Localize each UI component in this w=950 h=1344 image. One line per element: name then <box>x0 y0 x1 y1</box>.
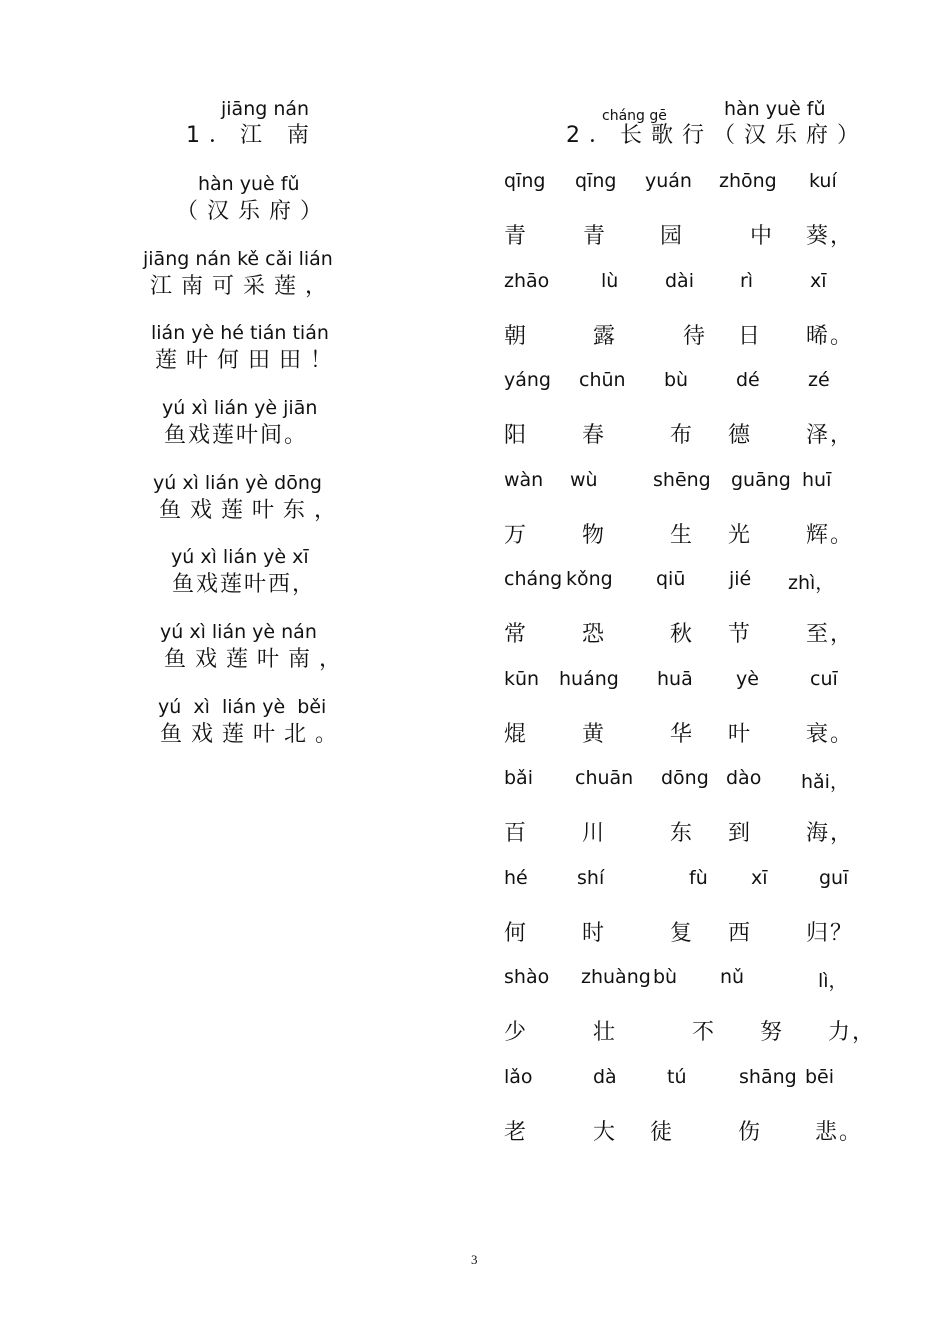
poem2-source-pinyin: hàn yuè fǔ <box>724 98 826 120</box>
poem2-character: 露 <box>593 324 618 349</box>
poem2-character: 归？ <box>806 921 855 946</box>
poem2-pinyin-syllable: zhōng <box>719 170 777 192</box>
poem2-character: 力， <box>828 1020 877 1045</box>
poem2-character: 到 <box>728 821 753 846</box>
poem2-pinyin-syllable: yáng <box>504 369 551 391</box>
poem2-character: 复 <box>670 921 695 946</box>
poem2-character: 时 <box>582 921 607 946</box>
poem2-pinyin-syllable: lì， <box>818 970 848 992</box>
poem2-pinyin-syllable: nǔ <box>720 966 745 988</box>
poem2-character: 青 <box>504 224 529 249</box>
poem2-pinyin-syllable: yuán <box>645 170 692 192</box>
poem2-character: 常 <box>504 622 529 647</box>
poem2-character: 日 <box>738 324 763 349</box>
poem2-pinyin-syllable: dà <box>593 1066 617 1088</box>
poem2-pinyin-syllable: kuí <box>809 170 837 192</box>
poem2-character: 西 <box>728 921 753 946</box>
poem2-pinyin-syllable: hé <box>504 867 528 889</box>
poem2-pinyin-syllable: yè <box>736 668 759 690</box>
poem1-line-pinyin: yú xì lián yè xī <box>171 546 309 568</box>
poem1-line: 江南可采莲， <box>150 274 337 299</box>
poem1-line: 鱼戏莲叶南， <box>164 647 351 672</box>
poem2-character: 何 <box>504 921 529 946</box>
poem2-character: 海， <box>806 821 855 846</box>
poem2-pinyin-syllable: bēi <box>805 1066 835 1088</box>
poem2-character: 布 <box>670 423 695 448</box>
poem2-character: 万 <box>504 523 529 548</box>
poem1-title: 1．江 南 <box>186 123 318 148</box>
poem2-pinyin-syllable: chuān <box>575 767 634 789</box>
poem2-character: 葵， <box>806 224 855 249</box>
poem2-pinyin-syllable: bù <box>653 966 678 988</box>
poem2-character: 川 <box>582 821 607 846</box>
poem2-pinyin-syllable: bù <box>664 369 689 391</box>
poem2-character: 生 <box>670 523 695 548</box>
poem2-pinyin-syllable: wù <box>570 469 598 491</box>
poem2-pinyin-syllable: lǎo <box>504 1066 533 1088</box>
poem1-line: 莲叶何田田！ <box>155 348 342 373</box>
poem1-line-pinyin: yú xì lián yè jiān <box>162 397 318 419</box>
poem1-title-pinyin: jiāng nán <box>221 98 310 120</box>
poem2-title: 2．长歌行（汉乐府） <box>566 123 868 148</box>
poem1-line-pinyin: yú xì lián yè dōng <box>153 472 322 494</box>
poem2-pinyin-syllable: tú <box>667 1066 687 1088</box>
poem2-character: 百 <box>504 821 529 846</box>
poem2-pinyin-syllable: qiū <box>656 568 686 590</box>
poem2-pinyin-syllable: huáng <box>559 668 619 690</box>
poem1-line: 鱼戏莲叶间。 <box>164 423 309 448</box>
poem2-pinyin-syllable: shí <box>577 867 605 889</box>
poem2-pinyin-syllable: kūn <box>504 668 540 690</box>
poem2-pinyin-syllable: qīng <box>504 170 546 192</box>
poem2-character: 老 <box>504 1120 529 1145</box>
poem2-pinyin-syllable: zhuàng <box>581 966 651 988</box>
poem2-character: 大 <box>593 1120 618 1145</box>
poem2-pinyin-syllable: guī <box>819 867 849 889</box>
poem2-character: 伤 <box>738 1120 763 1145</box>
poem1-line-pinyin: yú xì lián yè běi <box>158 696 327 718</box>
poem2-character: 光 <box>728 523 753 548</box>
poem2-character: 待 <box>683 324 708 349</box>
poem2-character: 秋 <box>670 622 695 647</box>
poem2-pinyin-syllable: dài <box>665 270 694 292</box>
poem2-character: 春 <box>582 423 607 448</box>
poem2-title-pinyin: cháng gē <box>602 108 667 124</box>
poem2-character: 中 <box>750 224 775 249</box>
poem2-pinyin-syllable: xī <box>810 270 827 292</box>
poem2-pinyin-syllable: jié <box>729 568 752 590</box>
poem2-pinyin-syllable: fù <box>689 867 708 889</box>
poem2-character: 东 <box>670 821 695 846</box>
page-number: 3 <box>471 1252 478 1267</box>
poem1-line-pinyin: jiāng nán kě cǎi lián <box>143 248 333 270</box>
poem2-pinyin-syllable: guāng <box>731 469 791 491</box>
poem1-source: （汉乐府） <box>176 199 332 224</box>
poem2-pinyin-syllable: kǒng <box>566 568 613 590</box>
poem2-pinyin-syllable: shāng <box>739 1066 797 1088</box>
poem2-pinyin-syllable: chūn <box>579 369 626 391</box>
poem2-character: 叶 <box>728 722 753 747</box>
poem2-pinyin-syllable: huī <box>802 469 832 491</box>
poem2-character: 徒 <box>650 1120 675 1145</box>
poem2-pinyin-syllable: shēng <box>653 469 711 491</box>
poem2-pinyin-syllable: huā <box>657 668 693 690</box>
poem2-character: 少 <box>504 1020 529 1045</box>
poem2-character: 悲。 <box>815 1120 864 1145</box>
poem2-character: 朝 <box>504 324 529 349</box>
poem2-character: 辉。 <box>806 523 855 548</box>
poem2-pinyin-syllable: lù <box>601 270 619 292</box>
poem2-character: 华 <box>670 722 695 747</box>
poem2-pinyin-syllable: rì <box>740 270 754 292</box>
poem2-character: 德 <box>728 423 753 448</box>
poem2-pinyin-syllable: dōng <box>661 767 709 789</box>
poem1-line: 鱼戏莲叶东， <box>159 498 346 523</box>
poem1-line: 鱼戏莲叶西， <box>172 572 317 597</box>
poem2-pinyin-syllable: wàn <box>504 469 544 491</box>
poem2-character: 至， <box>806 622 855 647</box>
poem2-character: 努 <box>760 1020 785 1045</box>
poem2-character: 泽， <box>806 423 855 448</box>
poem2-pinyin-syllable: cuī <box>810 668 838 690</box>
poem2-character: 焜 <box>504 722 529 747</box>
poem2-character: 物 <box>582 523 607 548</box>
poem2-character: 晞。 <box>806 324 855 349</box>
poem1-line: 鱼戏莲叶北。 <box>160 722 347 747</box>
poem2-pinyin-syllable: hǎi， <box>801 771 849 793</box>
poem1-line-pinyin: yú xì lián yè nán <box>160 621 317 643</box>
poem2-pinyin-syllable: zhāo <box>504 270 550 292</box>
poem2-pinyin-syllable: dào <box>726 767 762 789</box>
poem2-pinyin-syllable: zé <box>808 369 830 391</box>
poem1-source-pinyin: hàn yuè fǔ <box>198 173 300 195</box>
poem2-character: 不 <box>692 1020 717 1045</box>
poem1-line-pinyin: lián yè hé tián tián <box>151 322 329 344</box>
poem2-character: 壮 <box>593 1020 618 1045</box>
poem2-character: 阳 <box>504 423 529 448</box>
poem2-pinyin-syllable: dé <box>736 369 760 391</box>
poem2-character: 园 <box>660 224 685 249</box>
poem2-pinyin-syllable: bǎi <box>504 767 533 789</box>
poem2-pinyin-syllable: shào <box>504 966 550 988</box>
poem2-pinyin-syllable: zhì， <box>788 572 835 594</box>
poem2-pinyin-syllable: cháng <box>504 568 563 590</box>
poem2-pinyin-syllable: xī <box>751 867 768 889</box>
poem2-character: 恐 <box>582 622 607 647</box>
poem2-character: 衰。 <box>806 722 855 747</box>
poem2-character: 青 <box>583 224 608 249</box>
poem2-pinyin-syllable: qīng <box>575 170 617 192</box>
poem2-character: 节 <box>728 622 753 647</box>
poem2-character: 黄 <box>582 722 607 747</box>
